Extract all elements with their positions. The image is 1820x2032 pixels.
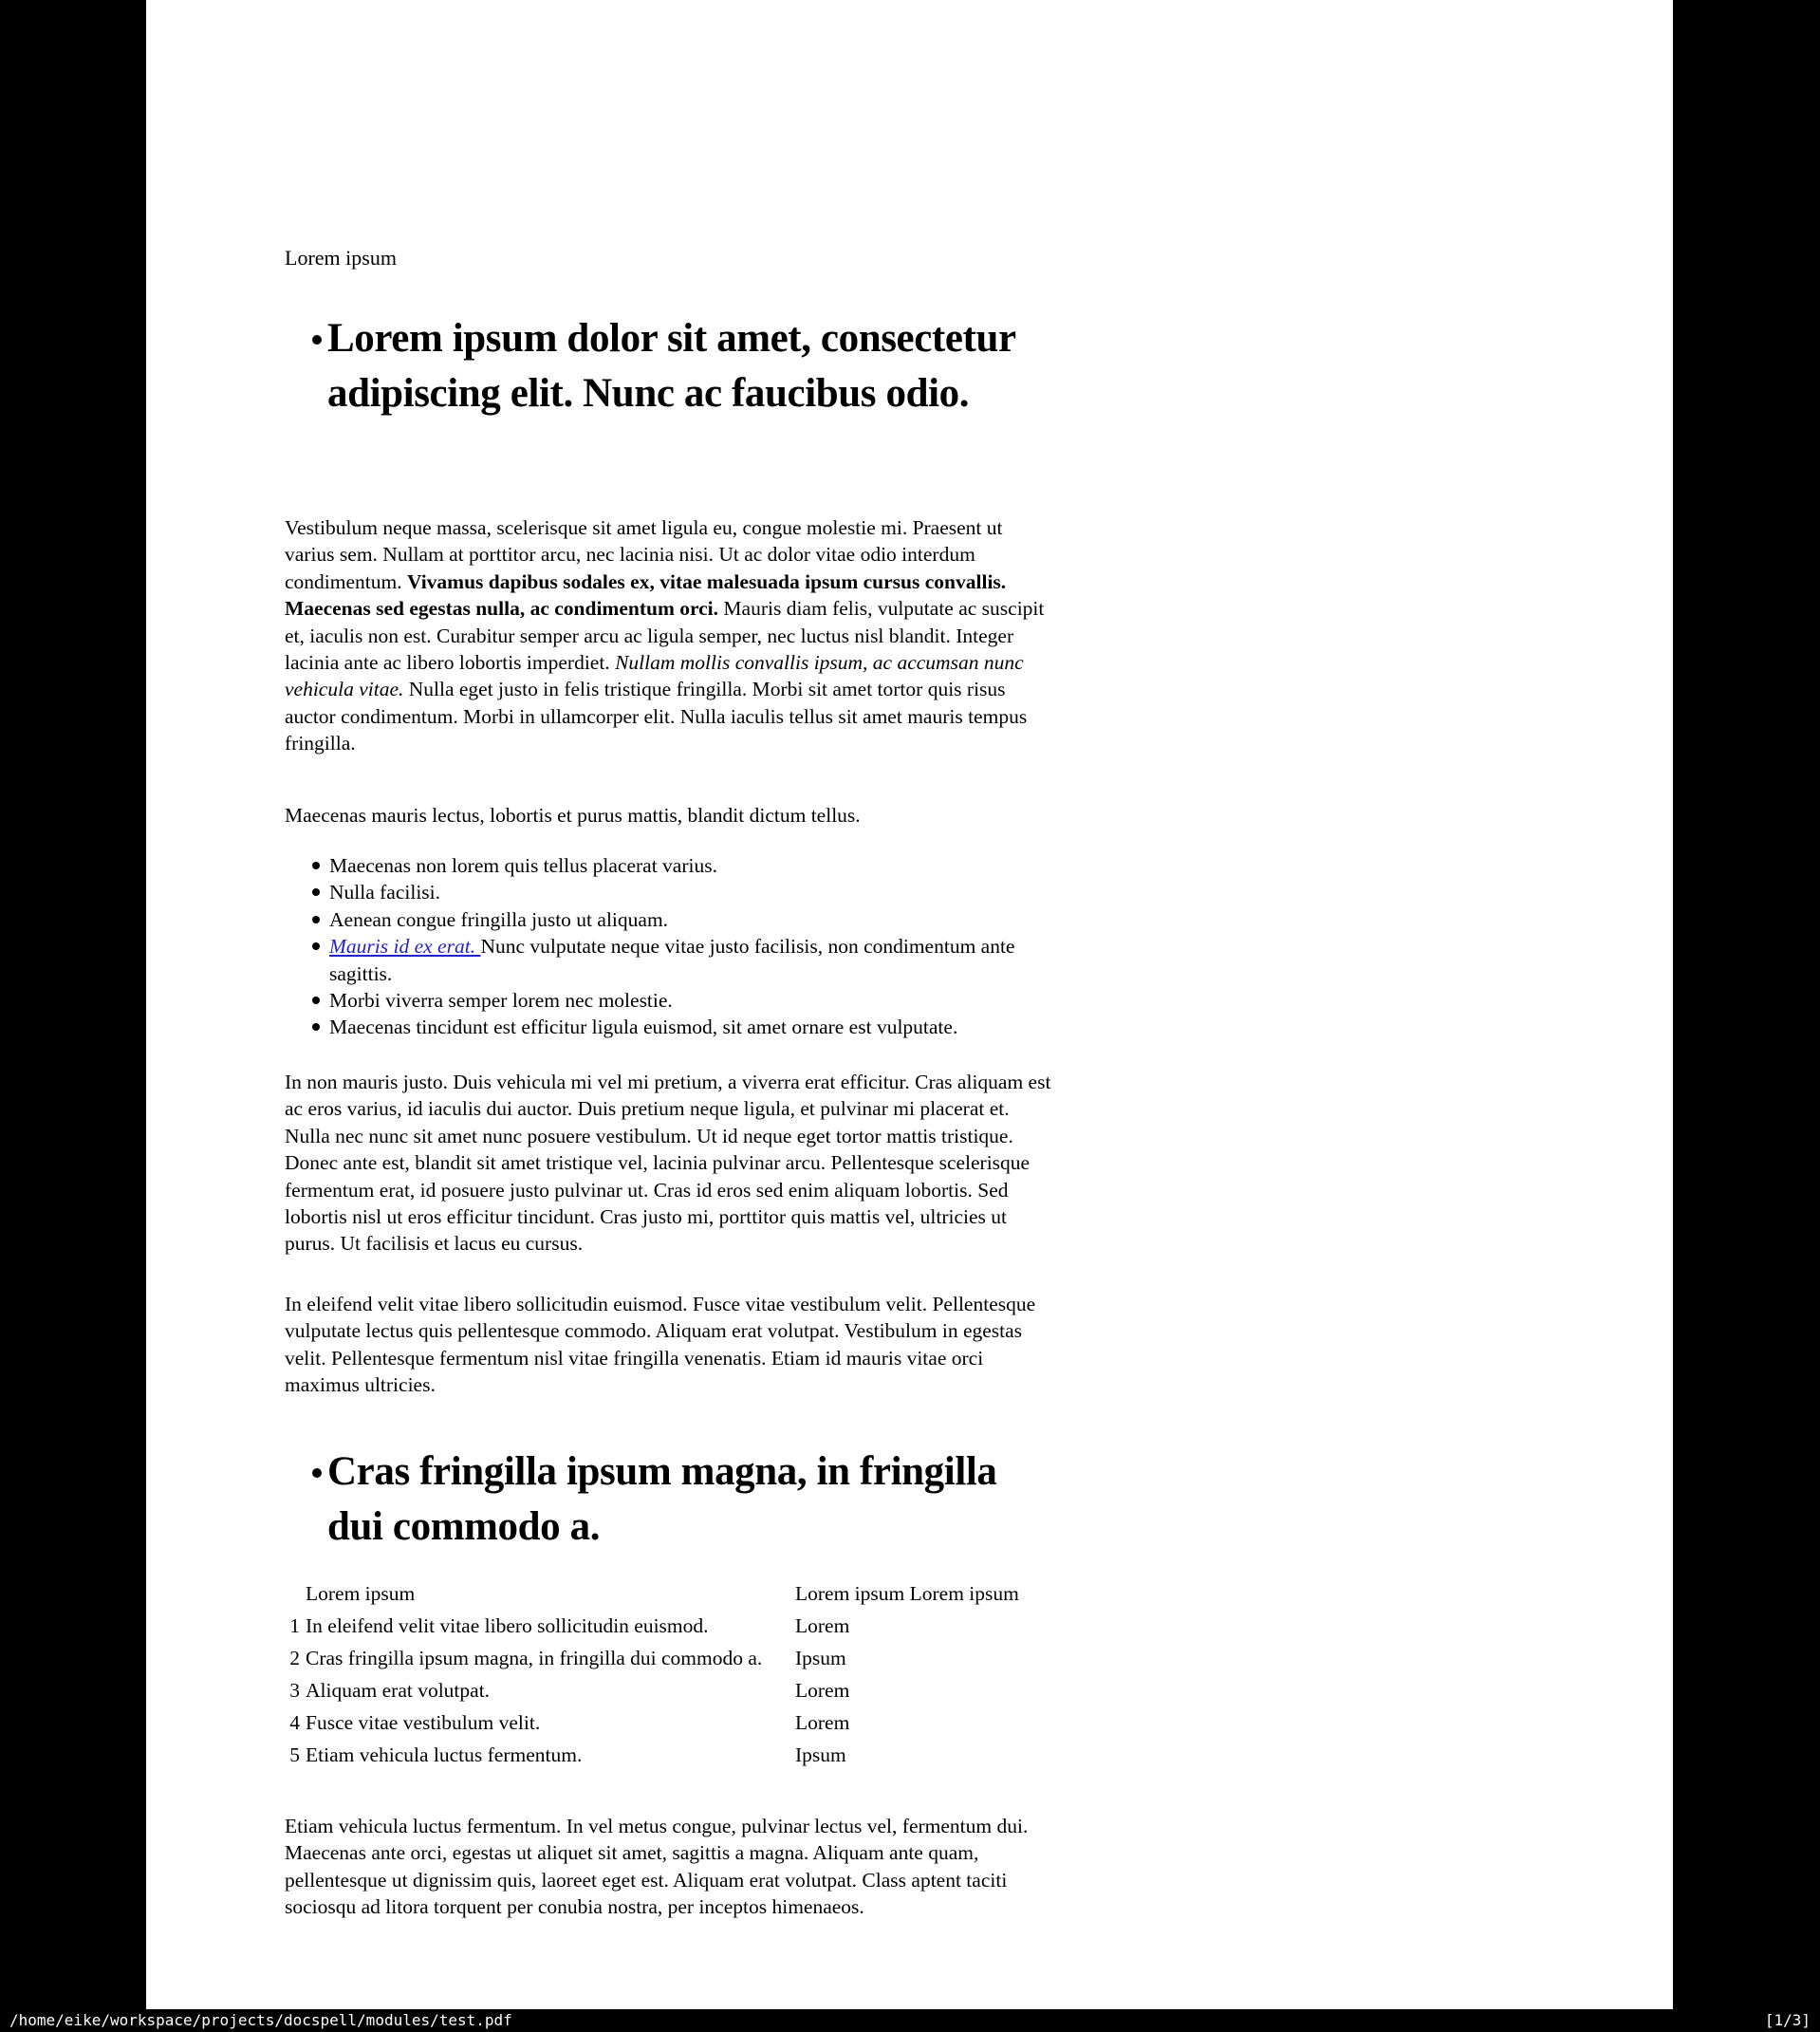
heading-2-text: Cras fringilla ipsum magna, in fringilla dui commodo a. (327, 1449, 997, 1549)
row-text: Fusce vitae vestibulum velit. (306, 1711, 541, 1734)
list-item: Aenean congue fringilla justo ut aliquam. (285, 906, 1055, 933)
row-value: Ipsum (795, 1743, 846, 1766)
table-col1-header: Lorem ipsum (306, 1582, 416, 1605)
status-page-indicator: [1/3] (1764, 2011, 1811, 2029)
mauris-id-ex-erat-link[interactable]: Mauris id ex erat. (329, 935, 481, 959)
list-item: Morbi viverra semper lorem nec molestie. (285, 987, 1055, 1014)
paragraph-1-seg1: Vestibulum neque massa, scelerisque sit amet ligula eu, congue molestie mi. Praesent ut varius sem. Nullam at porttitor arcu, nec lacinia nisi. Ut ac dolor vitae odio interdum condimentum. (285, 516, 1003, 593)
row-number: 4 (289, 1711, 300, 1734)
table-row (285, 1610, 1055, 1642)
list-item: Maecenas non lorem quis tellus placerat varius. (285, 852, 1055, 879)
data-table (285, 1577, 1055, 1771)
row-number: 2 (289, 1647, 300, 1669)
row-text: Cras fringilla ipsum magna, in fringilla dui commodo a. (306, 1647, 763, 1669)
heading-1-text: Lorem ipsum dolor sit amet, consectetur adipiscing elit. Nunc ac faucibus odio. (327, 316, 1015, 416)
row-value: Lorem (795, 1711, 850, 1734)
paragraph-2: Maecenas mauris lectus, lobortis et purus mattis, blandit dictum tellus. (285, 804, 861, 827)
status-file-path: /home/eike/workspace/projects/docspell/modules/test.pdf (9, 2011, 512, 2029)
row-number: 1 (289, 1614, 300, 1637)
heading-bullet-icon (312, 1468, 322, 1478)
document-header-label: Lorem ipsum (285, 246, 397, 270)
row-text: Aliquam erat volutpat. (306, 1679, 491, 1702)
paragraph-1-seg3: Nulla eget justo in felis tristique fringilla. Morbi sit amet tortor quis risus auctor condimentum. Morbi in ullamcorper elit. Nulla iaculis tellus sit amet mauris tempus fringilla. (285, 678, 1028, 755)
row-number: 5 (289, 1743, 300, 1766)
row-value: Lorem (795, 1679, 850, 1702)
list-item-with-link (285, 933, 1055, 987)
heading-bullet-icon (312, 335, 322, 345)
list-item-link-rest: Nunc vulputate neque vitae justo facilisis, non condimentum ante sagittis. (329, 935, 1015, 985)
paragraph-1-seg2: Mauris diam felis, vulputate ac suscipit et, iaculis non est. Curabitur semper arcu ac ligula semper, nec luctus nisl blandit. Integer lacinia ante ac libero lobortis imperdiet. (285, 597, 1045, 675)
paragraph-1 (285, 514, 1055, 757)
paragraph-1-bold: Vivamus dapibus sodales ex, vitae malesuada ipsum cursus convallis. Maecenas sed egestas nulla, ac condimentum orci. (285, 569, 1007, 621)
row-value: Ipsum (795, 1647, 846, 1669)
table-row (285, 1706, 1055, 1739)
list-item: Nulla facilisi. (285, 879, 1055, 905)
row-text: In eleifend velit vitae libero sollicitudin euismod. (306, 1614, 709, 1637)
paragraph-5: Etiam vehicula luctus fermentum. In vel metus congue, pulvinar lectus vel, fermentum dui. Maecenas ante orci, egestas ut aliquet sit amet, sagittis a magna. Aliquam ante quam, pellentesque ut dignissim quis, laoreet eget est. Aliquam erat volutpat. Class aptent taciti sociosqu ad litora torquent per conubia nostra, per inceptos himenaeos. (285, 1815, 1029, 1919)
row-text: Etiam vehicula luctus fermentum. (306, 1743, 583, 1766)
bullet-list (285, 852, 1055, 1041)
table-row (285, 1674, 1055, 1706)
table-row (285, 1739, 1055, 1771)
document-page[interactable] (146, 0, 1673, 2009)
table-row (285, 1642, 1055, 1674)
paragraph-4: In eleifend velit vitae libero sollicitudin euismod. Fusce vitae vestibulum velit. Pellentesque vulputate lectus quis pellentesque commodo. Aliquam erat volutpat. Vestibulum in egestas velit. Pellentesque fermentum nisl vitae fringilla venenatis. Etiam id mauris vitae orci maximus ultricies. (285, 1293, 1036, 1397)
heading-1 (285, 311, 1050, 421)
table-header-row (285, 1577, 1055, 1610)
status-bar (0, 2009, 1820, 2032)
heading-2 (285, 1445, 1050, 1555)
row-value: Lorem (795, 1614, 850, 1637)
list-item: Maecenas tincidunt est efficitur ligula euismod, sit amet ornare est vulputate. (285, 1014, 1055, 1040)
row-number: 3 (289, 1679, 300, 1702)
paragraph-1-italic: Nullam mollis convallis ipsum, ac accumsan nunc vehicula vitae. (285, 651, 1024, 701)
paragraph-3: In non mauris justo. Duis vehicula mi vel mi pretium, a viverra erat efficitur. Cras aliquam est ac eros varius, id iaculis dui auctor. Duis pretium neque ligula, et pulvinar mi placerat et. Nulla nec nunc sit amet nunc posuere vestibulum. Ut id neque eget tortor mattis tristique. Donec ante est, blandit sit amet tristique vel, lacinia pulvinar arcu. Pellentesque scelerisque fermentum erat, id posuere justo pulvinar ut. Cras id eros sed enim aliquam lobortis. Sed lobortis nisl ut eros efficitur tincidunt. Cras justo mi, porttitor quis mattis vel, ultricies ut purus. Ut facilisis et lacus eu cursus. (285, 1071, 1051, 1256)
table-col2-header: Lorem ipsum Lorem ipsum (795, 1582, 1019, 1605)
